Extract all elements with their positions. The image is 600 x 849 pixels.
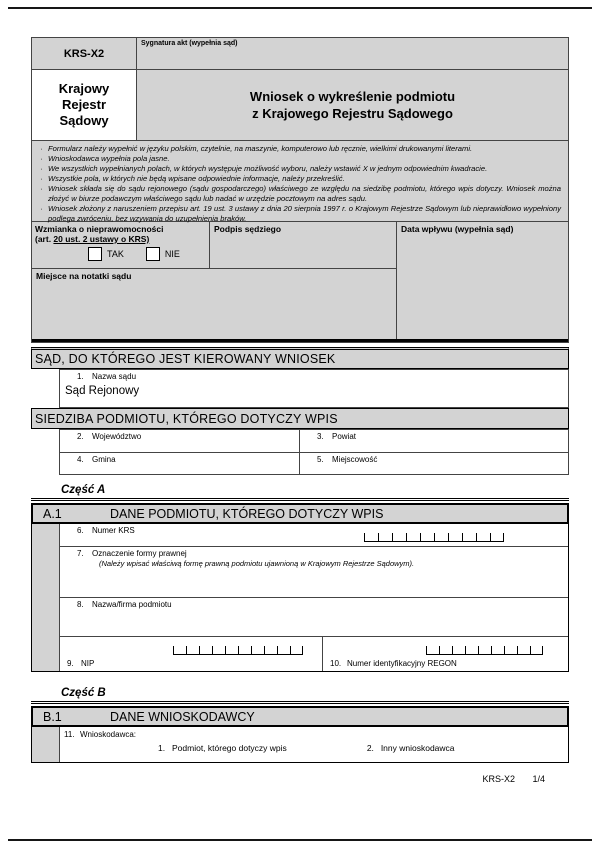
shaded-left-strip-a xyxy=(32,524,60,671)
appeal-note-label: Wzmianka o nieprawomocności (art. 20 ust. 2 ustawy o KRS) xyxy=(35,224,164,244)
date-received-field[interactable]: Data wpływu (wypełnia sąd) xyxy=(401,224,514,234)
legal-form-note: (Należy wpisać właściwą formę prawną podmiotu ujawnioną w Krajowym Rejestrze Sądowym). xyxy=(99,559,415,568)
form-title xyxy=(137,70,568,140)
field-1-value: Sąd Rejonowy xyxy=(65,385,140,397)
instruction-item: · Wniosek złożony z naruszeniem przepisu art. 19 ust. 3 ustawy z dnia 20 sierpnia 1997 r. o Krajowym Rejestrze Sądowym lub nieprawidłowo wypełniony podlega zwróceniu, bez wzywania do uzupełnienia braków. xyxy=(40,204,561,223)
field-applicant[interactable]: 11. Wnioskodawca: 1. Podmiot, którego dotyczy wpis 2. Inny wnioskodawca xyxy=(60,727,568,762)
section-a1-code: A.1 xyxy=(43,506,62,521)
section-b1-body xyxy=(31,727,569,763)
section-b1-code: B.1 xyxy=(43,709,62,724)
field-county[interactable]: 3. Powiat xyxy=(300,430,568,453)
yes-checkbox[interactable] xyxy=(88,247,102,261)
field-voivodeship[interactable]: 2. Województwo xyxy=(60,430,300,453)
instructions-box xyxy=(32,140,568,221)
section-header-seat: SIEDZIBA PODMIOTU, KTÓREGO DOTYCZY WPIS xyxy=(31,408,569,429)
no-label: NIE xyxy=(164,249,180,259)
appeal-note-cell xyxy=(32,222,210,269)
section-a1-body xyxy=(31,524,569,672)
court-notes-field[interactable]: Miejsce na notatki sądu xyxy=(32,269,397,339)
instruction-item: · Wniosek składa się do sądu rejonowego (sądu gospodarczego) właściwego ze względu na siedzibę podmiotu, którego wpis dotyczy. Wniosek można złożyć w biurze podawczym właściwego sądu lub nadać w urzędzie pocztowym na adres sądu. xyxy=(40,184,561,203)
page-top-rule xyxy=(8,7,592,9)
field-commune[interactable]: 4. Gmina xyxy=(60,453,300,474)
no-checkbox[interactable] xyxy=(146,247,160,261)
part-a-label: Część A xyxy=(31,484,569,501)
part-b-label: Część B xyxy=(31,687,569,704)
field-regon[interactable]: 10. Numer identyfikacyjny REGON xyxy=(323,637,568,671)
applicant-option-other[interactable]: 2. Inny wnioskodawca xyxy=(366,743,455,753)
register-name-cell xyxy=(32,70,137,140)
seat-fields-grid xyxy=(59,429,569,475)
section-b1-title: DANE WNIOSKODAWCY xyxy=(110,709,255,724)
krs-number-comb[interactable] xyxy=(364,533,504,542)
field-1-number: 1. xyxy=(77,372,84,381)
appeal-choice-row xyxy=(88,247,206,261)
field-town[interactable]: 5. Miejscowość xyxy=(317,455,378,464)
section-a1-title: DANE PODMIOTU, KTÓREGO DOTYCZY WPIS xyxy=(110,506,384,521)
applicant-label: Wnioskodawca: xyxy=(80,730,137,739)
section-header-court: SĄD, DO KTÓREGO JEST KIEROWANY WNIOSEK xyxy=(31,347,569,369)
footer-form-code: KRS-X2 xyxy=(482,774,515,784)
case-signature-field[interactable]: Sygnatura akt (wypełnia sąd) xyxy=(137,38,568,69)
applicant-option-entity[interactable]: 1. Podmiot, którego dotyczy wpis xyxy=(158,743,287,753)
form-title-line-1: Wniosek o wykreślenie podmiotu xyxy=(249,89,456,104)
form-title-line-2: z Krajowego Rejestru Sądowego xyxy=(252,106,453,121)
regon-comb[interactable] xyxy=(426,646,543,655)
footer-page-number: 1/4 xyxy=(532,774,545,784)
judge-signature-field[interactable]: Podpis sędziego xyxy=(210,222,397,269)
nip-comb[interactable] xyxy=(173,646,303,655)
register-line-2: Rejestr xyxy=(61,97,107,112)
field-nip[interactable]: 9. NIP xyxy=(60,637,323,671)
yes-label: TAK xyxy=(107,249,124,259)
instruction-item: · We wszystkich wypełnianych polach, w których występuje możliwość wyboru, należy wstawić X w jednym odpowiednim kwadracie. xyxy=(40,164,488,173)
page-footer xyxy=(31,774,545,784)
form-header-block xyxy=(31,37,569,343)
register-line-3: Sądowy xyxy=(59,113,109,128)
field-court-name[interactable] xyxy=(59,369,569,408)
page-bottom-rule xyxy=(8,839,592,841)
field-1-label: Nazwa sądu xyxy=(92,372,137,381)
instructions-list xyxy=(35,144,563,224)
instruction-item: · Wnioskodawca wypełnia pola jasne. xyxy=(40,154,170,163)
field-entity-name[interactable]: 8. Nazwa/firma podmiotu xyxy=(60,598,568,637)
field-legal-form[interactable]: 7. Oznaczenie formy prawnej (Należy wpisać właściwą formę prawną podmiotu ujawnioną w Krajowym Rejestrze Sądowym). xyxy=(60,547,568,598)
instruction-item: · Wszystkie pola, w których nie będą wpisane odpowiednie informacje, należy przekreślić. xyxy=(40,174,345,183)
court-use-table xyxy=(32,221,568,342)
section-a1-header xyxy=(31,503,569,524)
shaded-left-strip-b xyxy=(32,727,60,762)
field-krs-number[interactable]: 6. Numer KRS xyxy=(60,524,568,547)
form-code-cell: KRS-X2 xyxy=(32,38,137,69)
register-line-1: Krajowy xyxy=(58,81,110,96)
section-b1-header xyxy=(31,706,569,727)
instruction-item: · Formularz należy wypełnić w języku polskim, czytelnie, na maszynie, komputerowo lub ręcznie, wielkimi drukowanymi literami. xyxy=(40,144,473,153)
